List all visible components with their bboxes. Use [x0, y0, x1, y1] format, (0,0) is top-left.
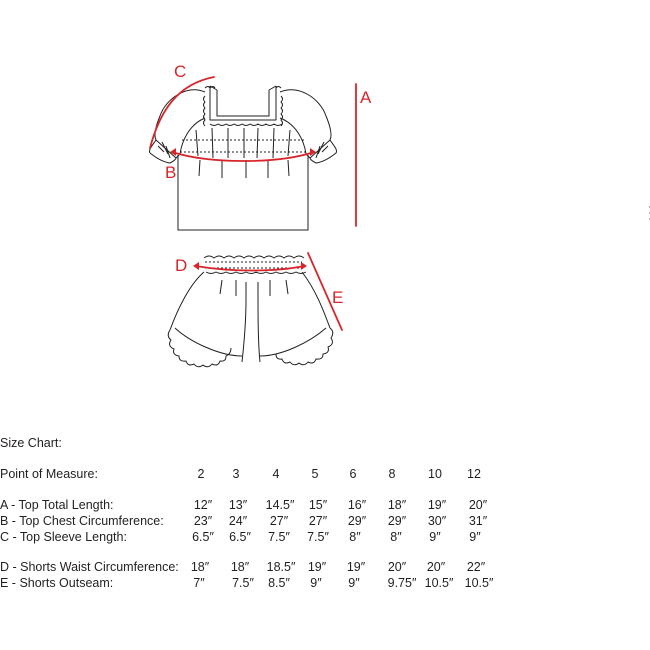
row-value: 19″	[346, 560, 366, 574]
size-header: 8	[388, 467, 396, 481]
row-value: 8.5″	[268, 576, 290, 590]
row-value: 12″	[193, 498, 213, 512]
measure-label-a: A	[360, 88, 372, 107]
row-value: 18″	[230, 560, 250, 574]
measure-label-d: D	[175, 256, 188, 275]
row-label: E - Shorts Outseam:	[0, 576, 114, 590]
row-value: 20″	[426, 560, 446, 574]
row-value: 7.5″	[268, 530, 290, 544]
row-value: 10.5″	[464, 576, 494, 590]
row-value: 9″	[348, 576, 360, 590]
row-value: 31″	[468, 514, 488, 528]
row-value: 7.5″	[232, 576, 254, 590]
row-label: B - Top Chest Circumference:	[0, 514, 164, 528]
row-value: 27″	[269, 514, 289, 528]
measure-line-b	[172, 152, 314, 161]
row-value: 18″	[190, 560, 210, 574]
row-value: 16″	[347, 498, 367, 512]
row-label: C - Top Sleeve Length:	[0, 530, 127, 544]
row-value: 22″	[466, 560, 486, 574]
top-garment-drawing	[149, 86, 336, 230]
row-value: 8″	[390, 530, 402, 544]
measure-label-c: C	[174, 62, 187, 81]
row-value: 9″	[310, 576, 322, 590]
row-value: 20″	[468, 498, 488, 512]
row-value: 18″	[387, 498, 407, 512]
row-value: 15″	[308, 498, 328, 512]
row-value: 29″	[347, 514, 367, 528]
row-value: 24″	[228, 514, 248, 528]
measure-label-b: B	[165, 163, 177, 182]
row-value: 27″	[308, 514, 328, 528]
row-value: 19″	[427, 498, 447, 512]
row-value: 7.5″	[307, 530, 329, 544]
row-value: 30″	[427, 514, 447, 528]
row-value: 9″	[469, 530, 481, 544]
row-label: D - Shorts Waist Circumference:	[0, 560, 179, 574]
point-of-measure-header: Point of Measure:	[0, 467, 98, 481]
row-value: 18.5″	[266, 560, 296, 574]
size-header: 3	[232, 467, 240, 481]
row-value: 8″	[349, 530, 361, 544]
size-header: 5	[311, 467, 319, 481]
row-value: 7″	[193, 576, 205, 590]
measure-label-e: E	[332, 288, 344, 307]
measurement-arrowheads	[170, 148, 316, 270]
row-value: 13″	[228, 498, 248, 512]
row-value: 6.5″	[192, 530, 214, 544]
size-header: 10	[428, 467, 442, 481]
row-value: 14.5″	[265, 498, 295, 512]
row-value: 23″	[193, 514, 213, 528]
row-value: 6.5″	[229, 530, 251, 544]
size-header: 4	[272, 467, 280, 481]
row-value: 9″	[429, 530, 441, 544]
shorts-garment-drawing	[168, 256, 333, 367]
size-header: 2	[197, 467, 205, 481]
row-value: 10.5″	[424, 576, 454, 590]
measurement-lines	[150, 77, 356, 330]
row-value: 29″	[387, 514, 407, 528]
row-value: 9.75″	[387, 576, 417, 590]
row-value: 19″	[307, 560, 327, 574]
size-chart-title: Size Chart:	[0, 436, 62, 450]
size-header: 6	[349, 467, 357, 481]
size-header: 12	[467, 467, 481, 481]
row-label: A - Top Total Length:	[0, 498, 114, 512]
row-value: 20″	[387, 560, 407, 574]
